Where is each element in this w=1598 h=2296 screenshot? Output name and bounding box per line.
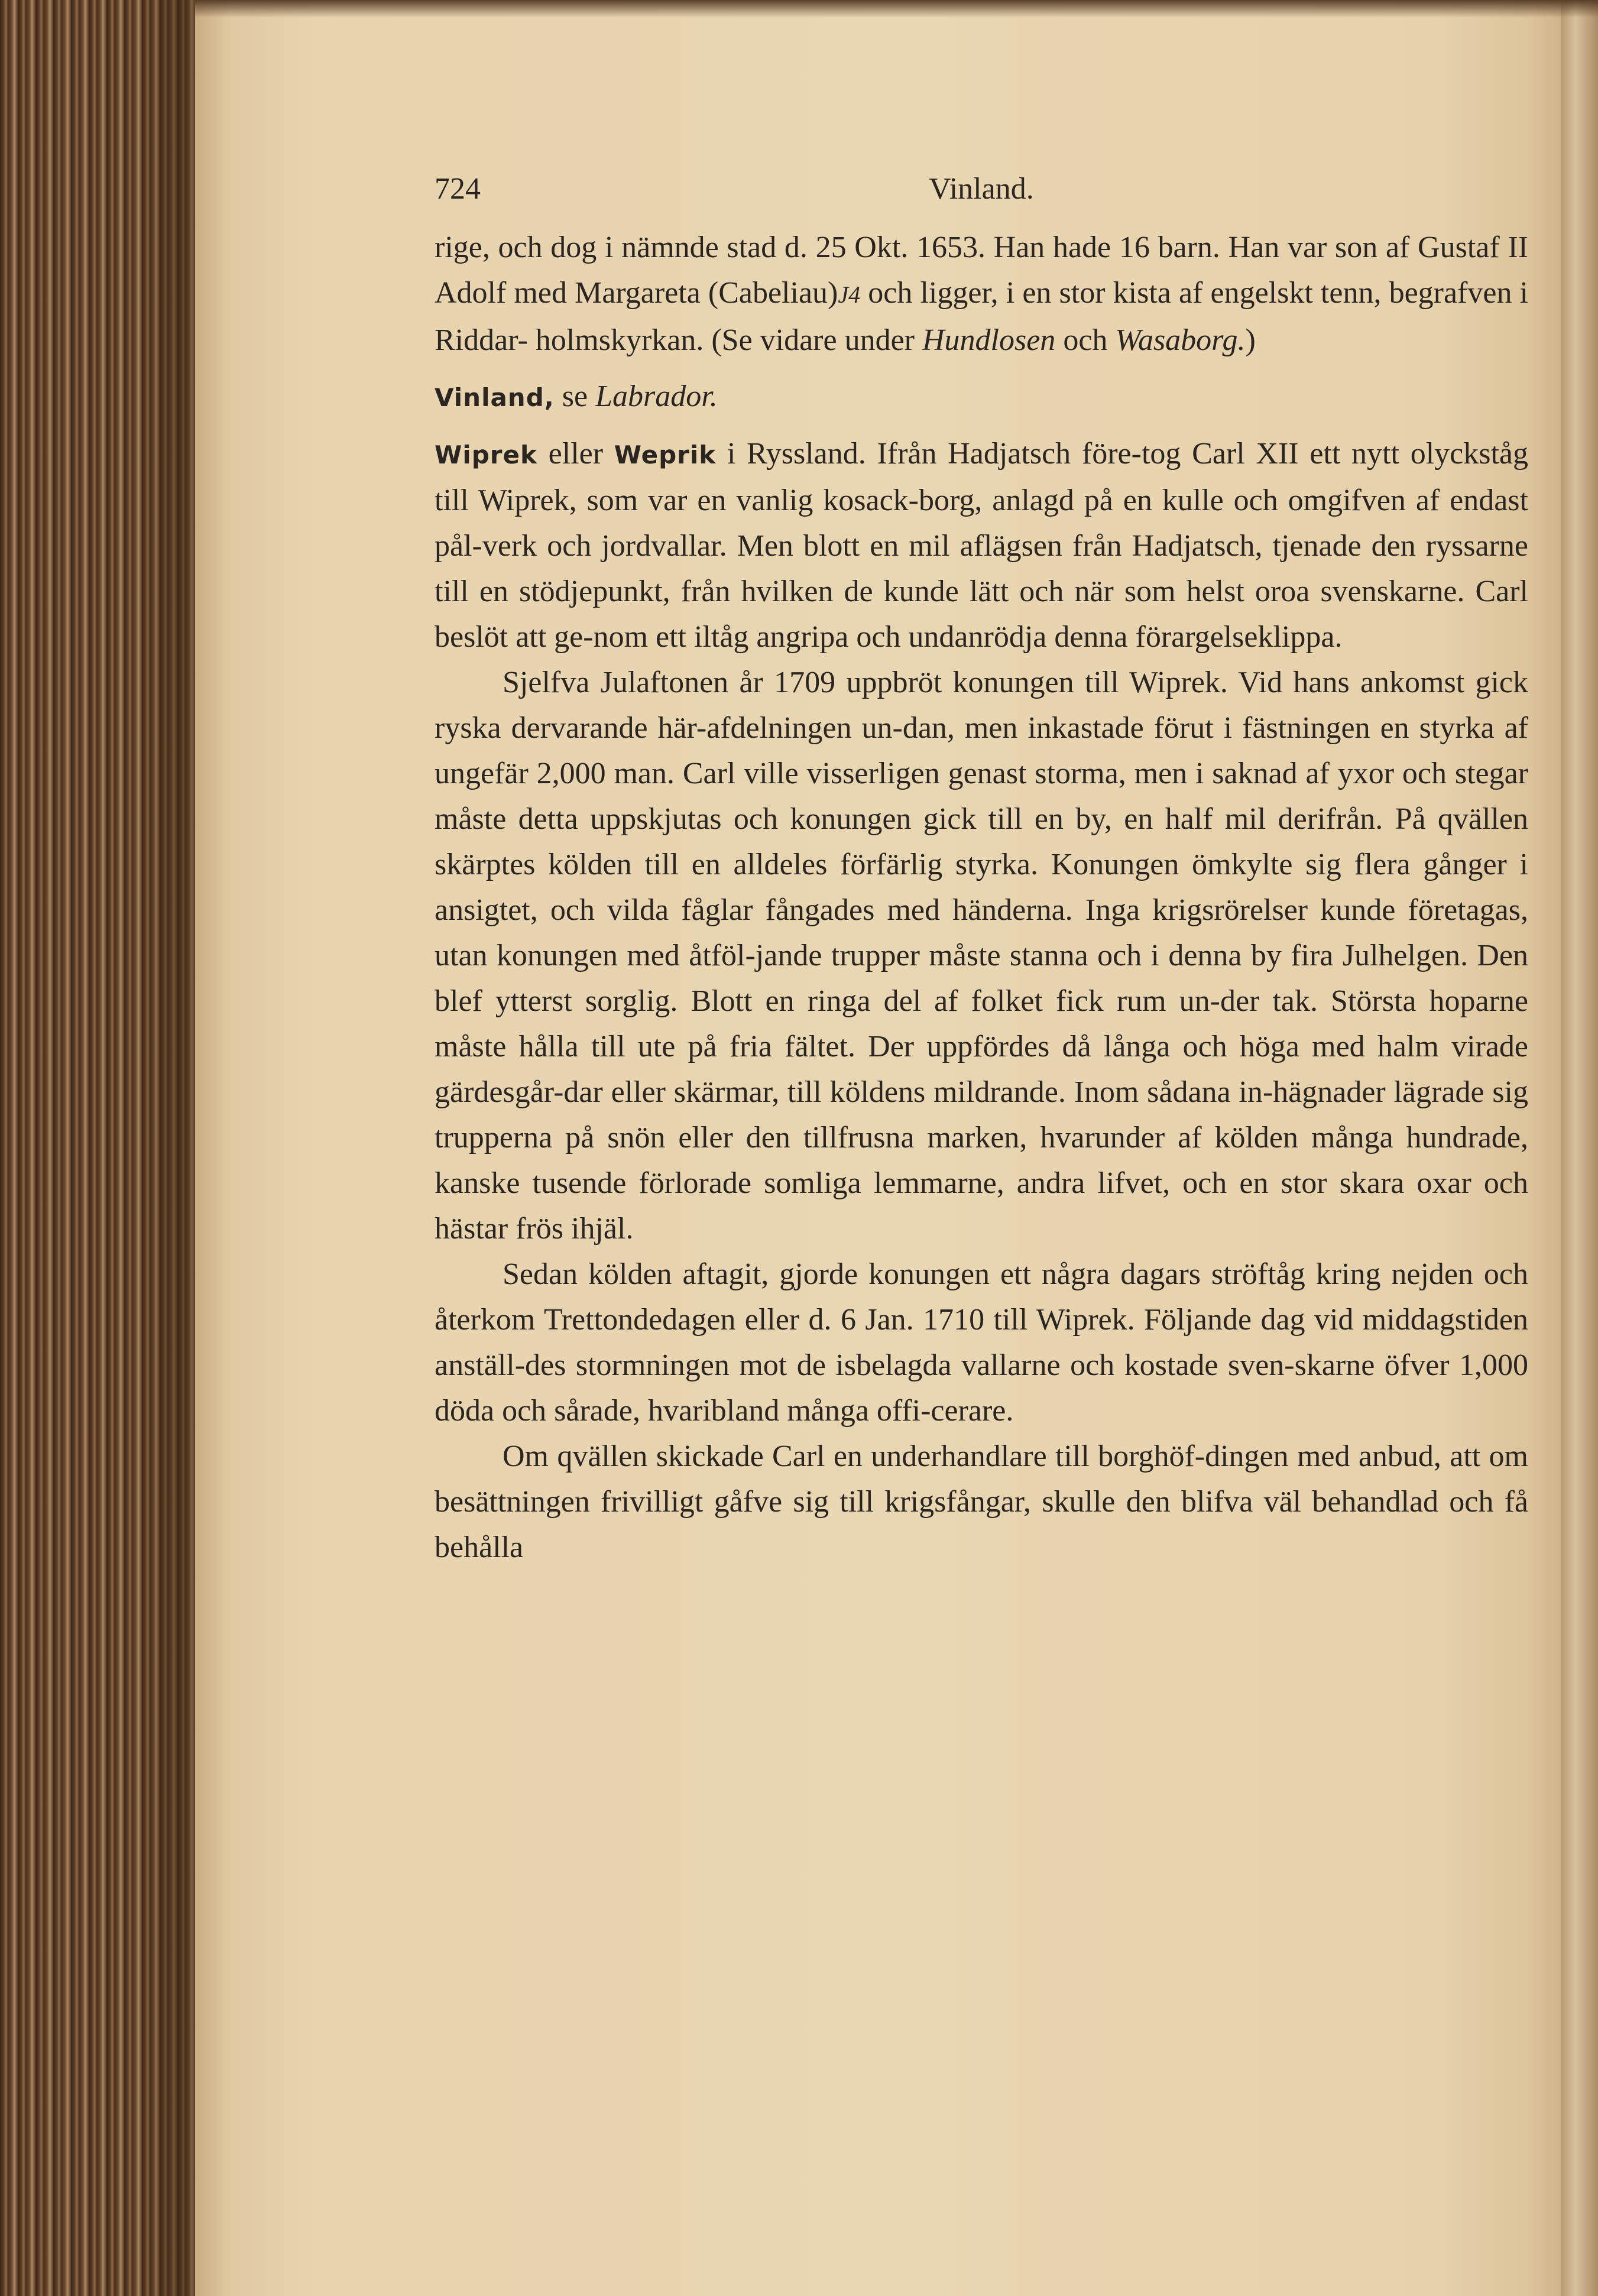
- book-page-right-edge: [1561, 0, 1598, 2296]
- entry-vinland: [435, 374, 1528, 420]
- entry-headword: Wiprek: [435, 440, 537, 469]
- paragraph-sedan: Sedan kölden aftagit, gjorde konungen ett några dagars ströftåg kring nejden och återkom Trettondedagen eller d. 6 Jan. 1710 till Wiprek. Följande dag vid middagstiden anställ-des stormningen mot de isbelagda vallarne och kostade sven-skarne öfver 1,000 döda och sårade, hvaribland många offi-cerare.: [435, 1257, 1528, 1428]
- page-title: Vinland.: [929, 172, 1034, 206]
- text-line: holmskyrkan. (Se vidare under: [535, 323, 922, 357]
- text-fragment: se: [554, 380, 596, 413]
- text-fragment: och: [1055, 323, 1116, 357]
- entry-headword-variant: Weprik: [614, 440, 717, 469]
- running-head: [435, 171, 1528, 225]
- page-content: [435, 171, 1528, 1570]
- text-fragment: eller: [537, 437, 614, 471]
- handwritten-margin-note: J4: [838, 281, 861, 308]
- cross-reference: Labrador.: [595, 380, 718, 413]
- paragraph-julafton: Sjelfva Julaftonen år 1709 uppbröt konungen till Wiprek. Vid hans ankomst gick ryska dervarande här-afdelningen un-dan, men inkastade förut i fästningen en styrka af ungefär 2,000 man. Carl ville visserligen genast storma, men i saknad af yxor och stegar måste detta uppskjutas och konungen gick till en by, en half mil derifrån. På qvällen skärptes kölden till en alldeles förfärlig styrka. Konungen ömkylte sig flera gånger i ansigtet, och vilda fåglar fångades med händerna. Inga krigsrörelser kunde företagas, utan konungen med åtföl-jande trupper måste stanna och i denna by fira Julhelgen. Den blef ytterst sorglig. Blott en ringa del af folket fick rum un-der tak. Största hoparne måste hålla till ute på fria fältet. Der uppfördes då långa och höga med halm virade gärdesgår-dar eller skärmar, till köldens mildrande. Inom sådana in-hägnader lägrade sig trupperna på snön eller den tillfrusna marken, hvarunder af kölden många hundrade, kanske tusende förlorade somliga lemmarne, andra lifvet, och en stor skara oxar och hästar frös ihjäl.: [435, 666, 1528, 1246]
- text-fragment: ): [1245, 323, 1256, 357]
- entry-body: i Ryssland. Ifrån Hadjatsch före-tog Carl XII ett nytt olyckståg till Wiprek, som var en vanlig kosack-borg, anlagd på en kulle och omgifven af endast pål-verk och jordvallar. Men blott en mil aflägsen från Hadjatsch, tjenade den ryssarne till en stödjepunkt, från hvilken de kunde lätt och när som helst oroa svenskarne. Carl beslöt att ge-nom ett iltåg angripa och undanrödja denna förargelseklippa.: [435, 437, 1528, 654]
- entry-wiprek: [435, 431, 1528, 660]
- text-line: barn. Han var son af Gustaf II Adolf med Margareta (Cabeliau): [435, 231, 1529, 310]
- paragraph-continuation: [435, 225, 1528, 363]
- book-page-top-edge: [195, 0, 1598, 18]
- cross-reference: Hundlosen: [922, 323, 1056, 357]
- cross-reference: Wasaborg.: [1115, 323, 1246, 357]
- text-line: och ligger, i en stor kista af engelskt tenn, begrafven i Riddar-: [435, 276, 1529, 357]
- body-text: [435, 225, 1528, 1570]
- entry-headword: Vinland,: [435, 383, 555, 412]
- paragraph-om-qvallen: Om qvällen skickade Carl en underhandlare till borghöf-dingen med anbud, att om besättningen frivilligt gåfve sig till krigsfångar, skulle den blifva väl behandlad och få behålla: [435, 1439, 1528, 1564]
- page-number: 724: [435, 172, 481, 206]
- text-line: rige, och dog i nämnde stad d. 25 Okt. 1653. Han hade 16: [435, 231, 1150, 264]
